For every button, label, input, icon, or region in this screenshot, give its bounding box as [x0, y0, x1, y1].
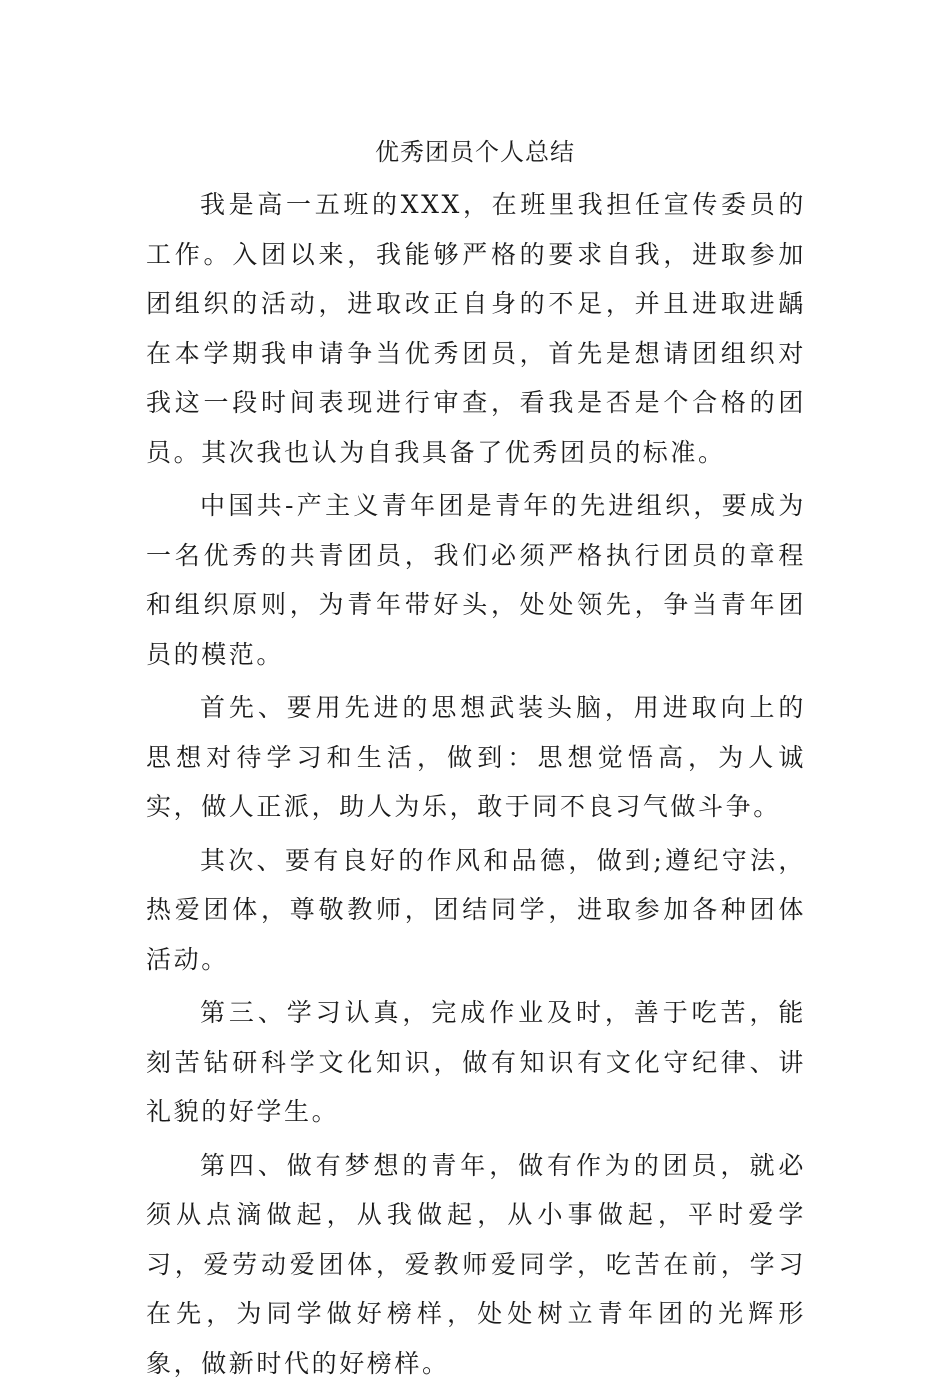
paragraph-second-point: 其次、要有良好的作风和品德，做到;遵纪守法，热爱团体，尊敬教师，团结同学，进取参加各种团体活动。	[146, 845, 806, 974]
document-title: 优秀团员个人总结	[375, 138, 575, 166]
paragraph-first-point: 首先、要用先进的思想武装头脑，用进取向上的思想对待学习和生活，做到：思想觉悟高，为人诚实，做人正派，助人为乐，敢于同不良习气做斗争。	[146, 693, 806, 821]
paragraph-league-overview: 中国共-产主义青年团是青年的先进组织，要成为一名优秀的共青团员，我们必须严格执行团员的章程和组织原则，为青年带好头，处处领先，争当青年团员的模范。	[146, 491, 806, 669]
paragraph-introduction: 我是高一五班的XXX，在班里我担任宣传委员的工作。入团以来，我能够严格的要求自我，进取参加团组织的活动，进取改正自身的不足，并且进取进龋在本学期我申请争当优秀团员，首先是想请团组织对我这一段时间表现进行审查，看我是否是个合格的团员。其次我也认为自我具备了优秀团员的标准。	[146, 190, 806, 467]
paragraph-fourth-point: 第四、做有梦想的青年，做有作为的团员，就必须从点滴做起，从我做起，从小事做起，平时爱学习，爱劳动爱团体，爱教师爱同学，吃苦在前，学习在先，为同学做好榜样，处处树立青年团的光辉形象，做新时代的好榜样。	[146, 1150, 806, 1378]
document-body	[146, 180, 806, 1392]
paragraph-third-point: 第三、学习认真，完成作业及时，善于吃苦，能刻苦钻研科学文化知识，做有知识有文化守纪律、讲礼貌的好学生。	[146, 998, 806, 1126]
